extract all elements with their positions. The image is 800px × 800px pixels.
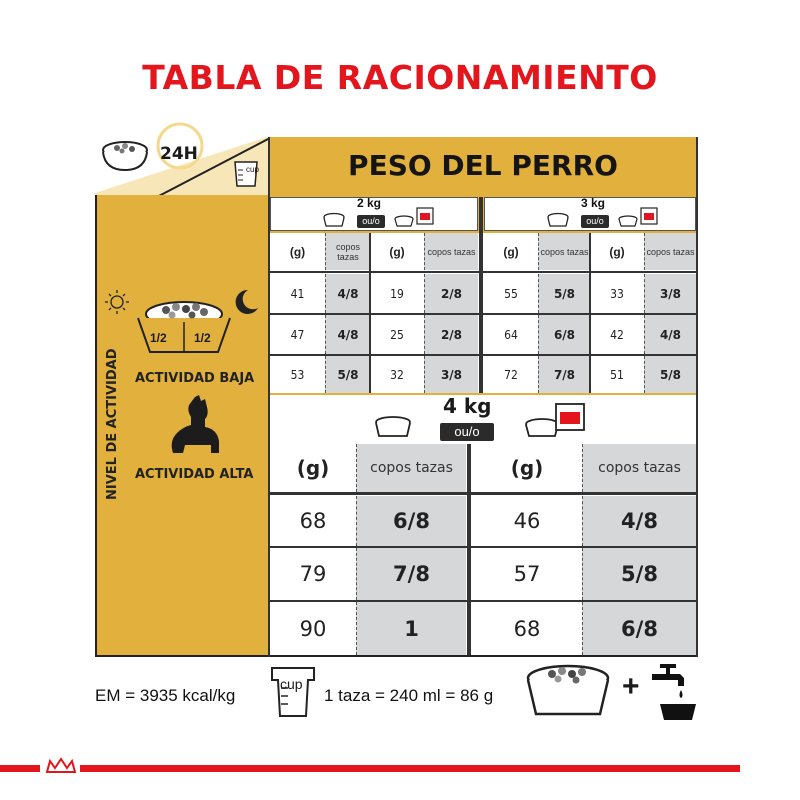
divider bbox=[270, 600, 696, 602]
table-cell: 68 bbox=[299, 509, 327, 533]
weight-box-2kg bbox=[270, 197, 478, 231]
wet-food-pouch-icon bbox=[520, 398, 590, 440]
table-cell: 4/8 bbox=[582, 496, 696, 546]
column-header-cups: copos tazas bbox=[538, 233, 590, 270]
footer-bar bbox=[80, 765, 740, 772]
table-cell: 5/8 bbox=[644, 356, 696, 393]
high-activity-label: ACTIVIDAD ALTA bbox=[135, 467, 254, 482]
weight-4kg-label: 4 kg bbox=[443, 394, 492, 418]
table-cell: 4/8 bbox=[325, 274, 370, 313]
measuring-cup-icon bbox=[268, 664, 318, 720]
table-cell: 57 bbox=[513, 562, 541, 586]
table-cell: 51 bbox=[610, 367, 624, 382]
column-header-grams: (g) bbox=[503, 244, 519, 259]
table-cell: 47 bbox=[290, 327, 305, 342]
cup-equivalence: 1 taza = 240 ml = 86 g bbox=[324, 686, 494, 705]
table-cell: 68 bbox=[513, 616, 541, 641]
table-cell: 72 bbox=[504, 367, 518, 382]
column-header-cups: copos tazas bbox=[424, 233, 478, 270]
weight-3kg-label: 3 kg bbox=[581, 196, 606, 210]
table-cell: 5/8 bbox=[582, 548, 696, 600]
weight-header-label: PESO DEL PERRO bbox=[348, 149, 618, 182]
dry-food-bowl-icon bbox=[370, 414, 416, 440]
table-cell: 4/8 bbox=[325, 315, 370, 354]
table-cell: 7/8 bbox=[356, 548, 466, 600]
moon-icon bbox=[236, 290, 258, 314]
royal-canin-crown-icon bbox=[44, 756, 78, 776]
table-cell: 3/8 bbox=[424, 356, 478, 393]
column-header-grams: (g) bbox=[510, 456, 544, 480]
sun-icon bbox=[105, 290, 129, 314]
table-cell: 2/8 bbox=[424, 315, 478, 354]
column-header-cups: copos tazas bbox=[582, 444, 696, 492]
divider bbox=[270, 492, 696, 495]
table-cell: 19 bbox=[390, 286, 404, 301]
bowl-half-left: 1/2 bbox=[150, 331, 167, 345]
table-cell: 32 bbox=[390, 367, 404, 382]
duration-label: 24H bbox=[160, 144, 198, 164]
corner-cup-label: cup bbox=[246, 165, 259, 174]
wet-food-pouch-icon bbox=[617, 204, 661, 228]
dry-food-bowl-icon bbox=[543, 212, 573, 228]
or-badge: ou/o bbox=[357, 215, 385, 228]
table-cell: 1 bbox=[356, 602, 466, 655]
divider bbox=[270, 546, 696, 548]
divider bbox=[270, 271, 696, 273]
or-badge: ou/o bbox=[581, 215, 609, 228]
activity-axis-label: NIVEL DE ACTIVIDAD bbox=[105, 348, 120, 500]
dog-silhouette-icon bbox=[165, 393, 225, 458]
table-cell: 5/8 bbox=[325, 356, 370, 393]
table-cell: 6/8 bbox=[356, 496, 466, 546]
cup-label: cup bbox=[280, 676, 303, 692]
column-header-cups: copos tazas bbox=[325, 233, 370, 270]
table-cell: 4/8 bbox=[644, 315, 696, 354]
table-cell: 2/8 bbox=[424, 274, 478, 313]
bowl-half-right: 1/2 bbox=[194, 331, 211, 345]
table-cell: 7/8 bbox=[538, 356, 590, 393]
weight-header bbox=[268, 137, 698, 195]
dry-food-bowl-icon bbox=[518, 662, 618, 718]
table-border bbox=[696, 137, 698, 657]
table-cell: 33 bbox=[610, 286, 624, 301]
dry-food-bowl-icon bbox=[319, 212, 349, 228]
table-cell: 55 bbox=[504, 286, 518, 301]
activity-bowl-graphic bbox=[100, 280, 268, 360]
divider bbox=[467, 444, 471, 655]
divider bbox=[369, 233, 371, 393]
column-header-grams: (g) bbox=[289, 244, 306, 259]
table-cell: 41 bbox=[290, 286, 305, 301]
table-cell: 25 bbox=[390, 327, 404, 342]
column-header-grams: (g) bbox=[389, 244, 405, 259]
table-cell: 90 bbox=[299, 616, 327, 641]
table-cell: 5/8 bbox=[538, 274, 590, 313]
divider bbox=[589, 233, 591, 393]
table-cell: 6/8 bbox=[582, 602, 696, 655]
column-header-cups: copos tazas bbox=[356, 444, 466, 492]
table-cell: 46 bbox=[513, 509, 541, 533]
wet-food-pouch-icon bbox=[393, 204, 437, 228]
table-cell: 6/8 bbox=[538, 315, 590, 354]
or-badge: ou/o bbox=[440, 423, 494, 441]
divider bbox=[270, 354, 696, 356]
column-header-grams: (g) bbox=[296, 456, 330, 480]
divider bbox=[479, 197, 483, 393]
low-activity-label: ACTIVIDAD BAJA bbox=[135, 371, 255, 386]
weight-2kg-label: 2 kg bbox=[357, 196, 382, 210]
footer-bar-left bbox=[0, 765, 40, 772]
table-border bbox=[268, 137, 270, 657]
water-tap-icon bbox=[650, 660, 700, 724]
table-cell: 3/8 bbox=[644, 274, 696, 313]
divider bbox=[270, 313, 696, 315]
table-cell: 53 bbox=[290, 367, 305, 382]
table-cell: 64 bbox=[504, 327, 518, 342]
weight-box-3kg bbox=[484, 197, 696, 231]
table-cell: 79 bbox=[299, 562, 327, 586]
table-cell: 42 bbox=[610, 327, 624, 342]
plus-sign: + bbox=[622, 670, 640, 703]
dry-food-bowl-icon bbox=[103, 142, 147, 170]
column-header-cups: copos tazas bbox=[644, 233, 696, 270]
page-title: TABLA DE RACIONAMIENTO bbox=[142, 58, 658, 97]
energy-label: EM = 3935 kcal/kg bbox=[95, 686, 236, 705]
column-header-grams: (g) bbox=[609, 244, 625, 259]
